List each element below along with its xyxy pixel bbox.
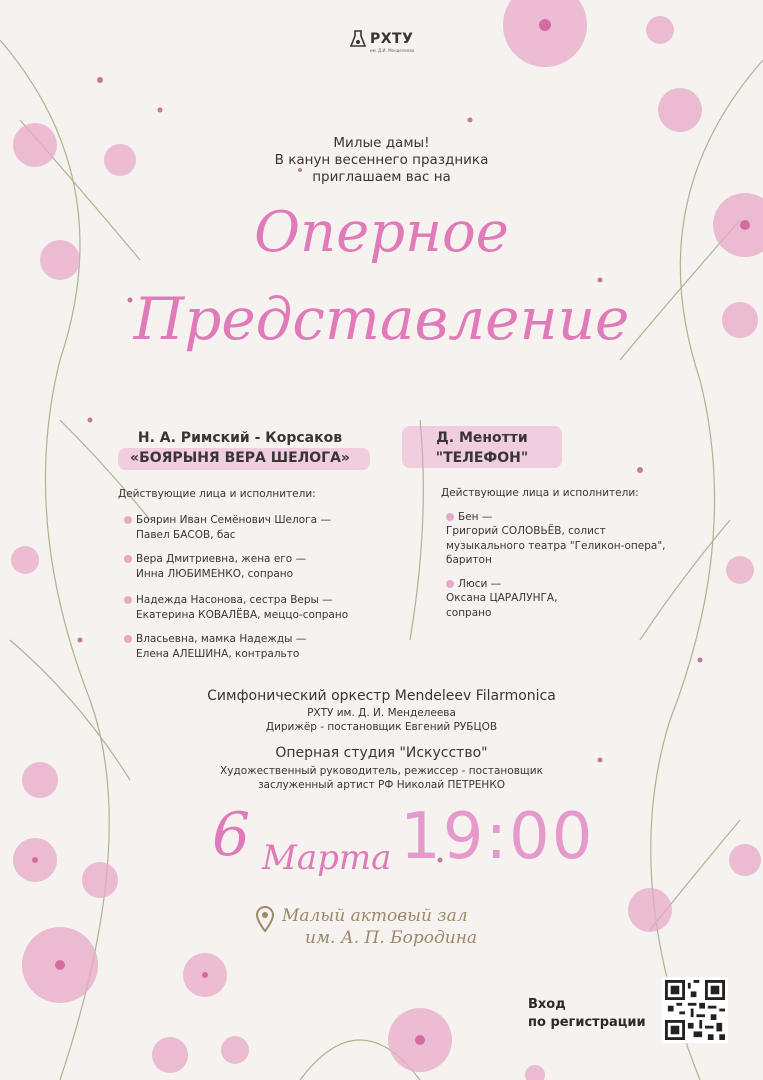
cast-entry — [136, 552, 306, 581]
cast-entry — [136, 513, 331, 542]
cast-performer: Оксана ЦАРАЛУНГА, — [446, 592, 558, 604]
cast-entry — [136, 632, 306, 661]
intro-text — [0, 135, 763, 186]
cast-role: Власьевна, мамка Надежды — — [136, 633, 307, 645]
orchestra-org: РХТУ им. Д. И. Менделеева — [307, 707, 456, 719]
orchestra-name: Симфонический оркестр Mendeleev Filarmonica — [207, 688, 556, 704]
left-opera-name: «БОЯРЫНЯ ВЕРА ШЕЛОГА» — [130, 450, 350, 466]
qr-code-graphic — [665, 980, 725, 1040]
orchestra-conductor: Дирижёр - постановщик Евгений РУБЦОВ — [265, 721, 498, 733]
cast-bullet — [124, 555, 132, 563]
venue-line-2: им. А. П. Бородина — [305, 928, 478, 948]
left-opera-heading — [110, 428, 370, 468]
cast-entry — [458, 510, 492, 525]
studio-director-line-2: заслуженный артист РФ Николай ПЕТРЕНКО — [257, 779, 506, 791]
cast-role: Боярин Иван Семёнович Шелога — — [136, 514, 331, 526]
cast-performer: Инна ЛЮБИМЕНКО, сопрано — [136, 567, 294, 580]
event-month: Марта — [262, 838, 392, 878]
registration-line-1: Вход — [528, 997, 566, 1012]
studio-director-line-1: Художественный руководитель, режиссер - постановщик — [220, 765, 543, 777]
cast-role: Люси — — [458, 578, 502, 590]
cast-performer: баритон — [446, 554, 492, 566]
qr-code-icon[interactable] — [662, 977, 728, 1043]
title-line-1: Оперное — [254, 200, 509, 265]
logo-subtitle: им. Д.И. Менделеева — [370, 48, 415, 53]
cast-bullet — [124, 516, 132, 524]
logo-flask-icon — [350, 30, 366, 48]
registration-line-2: по регистрации — [528, 1015, 646, 1030]
right-opera-heading — [402, 428, 562, 468]
cast-entry-performer — [446, 591, 557, 620]
map-pin-icon — [256, 906, 274, 932]
right-opera-name: "ТЕЛЕФОН" — [435, 450, 529, 466]
event-time: 19:00 — [400, 800, 595, 874]
right-cast-heading: Действующие лица и исполнители: — [441, 487, 639, 499]
cast-role: Надежда Насонова, сестра Веры — — [136, 594, 333, 606]
event-day: 6 — [212, 800, 251, 870]
logo — [350, 30, 413, 48]
cast-performer: музыкального театра "Геликон-опера", — [446, 539, 666, 552]
studio-name: Оперная студия "Искусство" — [275, 745, 488, 761]
cast-role: Вера Дмитриевна, жена его — — [136, 553, 307, 565]
cast-bullet — [446, 580, 454, 588]
cast-role: Бен — — [458, 511, 493, 523]
venue-line-1: Малый актовый зал — [282, 906, 468, 926]
cast-bullet — [124, 635, 132, 643]
cast-performer: Елена АЛЕШИНА, контральто — [136, 647, 300, 660]
cast-entry-performer — [446, 524, 665, 568]
intro-line-2: В канун весеннего праздника — [274, 152, 489, 168]
logo-name: РХТУ — [370, 31, 414, 47]
cast-performer: Павел БАСОВ, бас — [136, 528, 236, 541]
cast-performer: Григорий СОЛОВЬЁВ, солист — [446, 525, 606, 537]
registration-text — [528, 996, 646, 1032]
right-opera-composer: Д. Менотти — [436, 430, 528, 446]
intro-line-1: Милые дамы! — [333, 135, 430, 151]
intro-line-3: приглашаем вас на — [312, 169, 451, 185]
cast-performer: сопрано — [446, 606, 492, 619]
cast-performer: Екатерина КОВАЛЁВА, меццо-сопрано — [136, 608, 349, 621]
title-line-2: Представление — [133, 285, 630, 353]
left-cast-heading: Действующие лица и исполнители: — [118, 488, 316, 500]
cast-bullet — [446, 513, 454, 521]
cast-entry — [136, 593, 348, 622]
left-opera-composer: Н. А. Римский - Корсаков — [137, 430, 343, 446]
cast-entry — [458, 577, 501, 592]
cast-bullet — [124, 596, 132, 604]
